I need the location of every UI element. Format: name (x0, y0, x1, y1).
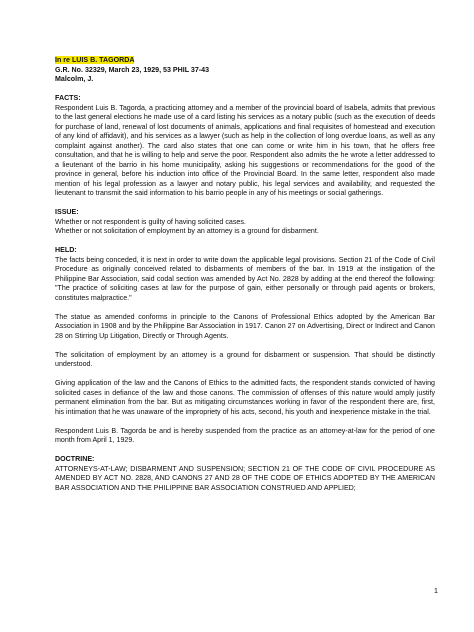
case-citation: G.R. No. 32329, March 23, 1929, 53 PHIL 37-43 (55, 65, 210, 74)
facts-body: Respondent Luis B. Tagorda, a practicing attorney and a member of the provincial board of Isabela, admits that previous to the last general elections he made use of a card listing his services as a notary public (such as the execution of deeds for purchase of land, renewal of lost documents of animals, applications and final requisites of homestead and execution of any kind of affidavit), and his services as a lawyer (such as help in the collection of long overdue loans, as well as any complaint against another). The card also states that one can come or write him in his town, that he offers free consultation, and that he is willing to help and serve the poor. Respondent also admits the he wrote a letter addressed to a lieutenant of the barrio in his home municipality, asking his suggestions or recommendations for the good of the province in general, before his induction into office of the Provincial Board. In the same letter, respondent also made mention of his legal profession as a lawyer and notary public, his legal services and availability, and requested the lieutenant to transmit the said information to his barrio people in any of his meetings or social gatherings. (55, 103, 435, 197)
issue-section (55, 208, 435, 237)
held-paragraph-5: Respondent Luis B. Tagorda be and is hereby suspended from the practice as an attorney-at-law for the period of one month from April 1, 1929. (55, 426, 435, 444)
document-content (55, 56, 435, 493)
facts-heading: FACTS: (55, 94, 81, 102)
issue-line-2: Whether or not solicitation of employment by an attorney is a ground for disbarment. (55, 227, 319, 235)
held-paragraph-1: The facts being conceded, it is next in order to write down the applicable legal provisions. Section 21 of the Code of Civil Procedure as originally conceived related to disbarments of members of the bar. In 1919 at the instigation of the Philippine Bar Association, said codal section was amended by Act No. 2828 by adding at the end thereof the following: "The practice of soliciting cases at law for the purpose of gain, either personally or through paid agents or brokers, constitutes malpractice." (55, 255, 435, 302)
held-paragraph-3: The solicitation of employment by an attorney is a ground for disbarment or suspension. That should be distinctly understood. (55, 350, 435, 368)
held-paragraph-4: Giving application of the law and the Canons of Ethics to the admitted facts, the respondent stands convicted of having solicited cases in defiance of the law and those canons. The commission of offenses of this nature would amply justify permanent elimination from the bar. But as mitigating circumstances working in favor of the respondent there are, first, his intimation that he was unaware of the impropriety of his acts, second, his youth and inexperience mistake in the trial. (55, 379, 435, 416)
doctrine-body: ATTORNEYS-AT-LAW; DISBARMENT AND SUSPENSION; SECTION 21 OF THE CODE OF CIVIL PROCEDURE AS AMENDED BY ACT NO. 2828, AND CANONS 27 AND 28 OF THE CODE OF ETHICS ADOPTED BY THE AMERICAN BAR ASSOCIATION AND THE PHILIPPINE BAR ASSOCIATION CONSTRUED AND APPLIED; (55, 464, 435, 492)
issue-heading: ISSUE: (55, 208, 79, 216)
page-number: 1 (433, 586, 438, 595)
issue-line-1: Whether or not respondent is guilty of having solicited cases. (55, 217, 246, 226)
case-header (55, 56, 435, 85)
held-paragraph-2: The statue as amended conforms in principle to the Canons of Professional Ethics adopted by the American Bar Association in 1908 and by the Philippine Bar Association in 1917. Canon 27 on Advertising, Direct or Indirect and Canon 28 on Stirring Up Litigation, Directly or Through Agents. (55, 312, 435, 340)
ponente: Malcolm, J. (55, 75, 94, 83)
facts-section (55, 94, 435, 199)
held-heading: HELD: (55, 246, 77, 254)
case-title: In re LUIS B. TAGORDA (55, 56, 135, 64)
doctrine-section (55, 455, 435, 493)
held-section (55, 246, 435, 446)
doctrine-heading: DOCTRINE: (55, 455, 95, 463)
